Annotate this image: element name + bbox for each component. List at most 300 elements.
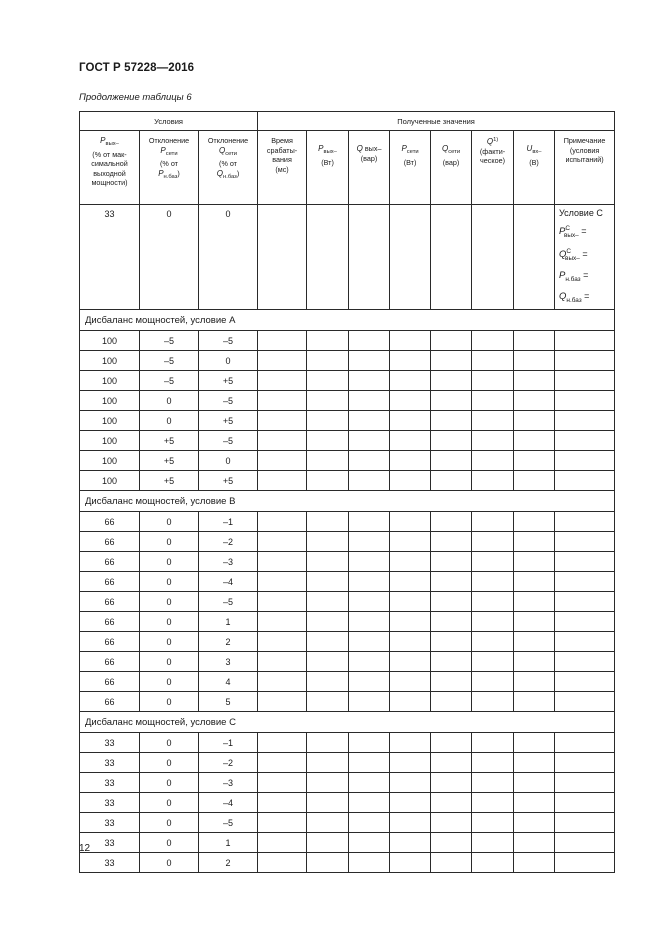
cell-empty	[472, 632, 514, 652]
cell-empty	[555, 572, 615, 592]
cell-empty	[390, 853, 431, 873]
cell-empty	[349, 773, 390, 793]
cell-dev-p: 0	[140, 672, 199, 692]
cell-empty	[390, 793, 431, 813]
cell-p-out: 66	[80, 632, 140, 652]
table-row	[80, 853, 615, 873]
cell-dev-q: –1	[199, 512, 258, 532]
cell-empty	[307, 632, 349, 652]
cell-empty	[555, 431, 615, 451]
cell-p-out: 33	[80, 813, 140, 833]
table-row	[80, 592, 615, 612]
cell-empty	[307, 592, 349, 612]
table-row	[80, 351, 615, 371]
cell-empty	[431, 853, 472, 873]
cell-dev-p: 0	[140, 733, 199, 753]
cell-dev-p: 0	[140, 793, 199, 813]
cell-dev-p: 0	[140, 612, 199, 632]
cell-empty	[431, 793, 472, 813]
cell-empty	[349, 411, 390, 431]
cell-empty	[349, 351, 390, 371]
cell-dev-p: 0	[140, 833, 199, 853]
cell-empty	[514, 572, 555, 592]
cell-dev-q: –5	[199, 391, 258, 411]
cell-empty	[472, 853, 514, 873]
cell-p-out: 66	[80, 572, 140, 592]
cell-empty	[555, 672, 615, 692]
cell-empty	[514, 431, 555, 451]
cell-dev-p: 0	[140, 411, 199, 431]
cell-empty	[258, 451, 307, 471]
cell-p-out: 33	[80, 753, 140, 773]
cell-empty	[349, 552, 390, 572]
cell-empty	[307, 733, 349, 753]
cell-empty	[349, 692, 390, 712]
note-line-p-base: $P_{н.баз}$ =	[559, 270, 589, 283]
cell-empty	[514, 612, 555, 632]
cell-empty	[258, 692, 307, 712]
cell-empty	[472, 672, 514, 692]
cell-empty	[258, 853, 307, 873]
section-title: Дисбаланс мощностей, условие А	[80, 310, 615, 331]
cell-empty	[514, 512, 555, 532]
cell-empty	[258, 471, 307, 491]
cell-empty	[390, 733, 431, 753]
col-header-q-grid-var: $Q_{сети}$ (вар)	[431, 131, 472, 205]
cell-empty	[349, 853, 390, 873]
cell-empty	[258, 733, 307, 753]
cell-dev-p: –5	[140, 371, 199, 391]
cell-empty	[307, 371, 349, 391]
cell-empty	[514, 351, 555, 371]
cell-dev-p: +5	[140, 471, 199, 491]
cell-empty	[472, 471, 514, 491]
table-row	[80, 471, 615, 491]
cell-empty	[555, 813, 615, 833]
cell-dev-q: 5	[199, 692, 258, 712]
cell-empty	[390, 331, 431, 351]
cell-empty	[349, 331, 390, 351]
cell-empty	[514, 552, 555, 572]
cell-dev-q: –2	[199, 532, 258, 552]
cell-empty	[307, 471, 349, 491]
cell-empty	[555, 512, 615, 532]
cell-empty	[349, 833, 390, 853]
cell-empty	[472, 592, 514, 612]
cell-dev-p: 0	[140, 692, 199, 712]
cell-dev-q: –3	[199, 552, 258, 572]
cell-empty	[258, 411, 307, 431]
cell-empty	[349, 371, 390, 391]
cell-empty	[349, 753, 390, 773]
cell-empty	[555, 612, 615, 632]
cell-empty	[390, 371, 431, 391]
col-header-p-grid-w: $P_{сети}$ (Вт)	[390, 131, 431, 205]
cell-empty	[555, 632, 615, 652]
cell-empty	[307, 853, 349, 873]
cell-empty	[555, 371, 615, 391]
cell-empty	[555, 773, 615, 793]
cell-dev-q: 2	[199, 632, 258, 652]
note-line-p-out-c: $P^C_{вых-}$ =	[559, 225, 587, 239]
cell-empty	[472, 451, 514, 471]
cell-empty	[555, 391, 615, 411]
cell-dev-q: –2	[199, 753, 258, 773]
cell-empty	[349, 532, 390, 552]
cell-empty	[472, 552, 514, 572]
cell-p-out: 66	[80, 652, 140, 672]
cell-empty	[472, 351, 514, 371]
table-row	[80, 793, 615, 813]
table-row	[80, 833, 615, 853]
cell-empty	[431, 672, 472, 692]
cell-empty	[307, 753, 349, 773]
cell-dev-q: –5	[199, 431, 258, 451]
cell-empty	[472, 331, 514, 351]
test-results-table	[79, 111, 615, 873]
cell-empty	[258, 532, 307, 552]
cell-empty	[307, 692, 349, 712]
cell-empty	[258, 205, 307, 310]
cell-dev-p: +5	[140, 431, 199, 451]
cell-dev-p: 0	[140, 592, 199, 612]
section-title-row	[80, 712, 615, 733]
cell-empty	[514, 451, 555, 471]
cell-empty	[472, 532, 514, 552]
cell-empty	[390, 431, 431, 451]
cell-empty	[307, 813, 349, 833]
cell-empty	[472, 411, 514, 431]
cell-empty	[390, 692, 431, 712]
cell-p-out: 100	[80, 431, 140, 451]
cell-empty	[307, 773, 349, 793]
note-line-q-base: $Q_{н.баз}$ =	[559, 291, 590, 304]
cell-dev-q: –4	[199, 572, 258, 592]
cell-empty	[431, 532, 472, 552]
cell-empty	[472, 813, 514, 833]
note-title: Условие C	[559, 208, 603, 218]
cell-empty	[472, 512, 514, 532]
col-header-p-out-w: $P_{вых-}$ (Вт)	[307, 131, 349, 205]
cell-dev-p: 0	[140, 652, 199, 672]
col-header-dev-p-grid: Отклонение $P_{сети}$ (% от $P_{н.баз}$)	[140, 131, 199, 205]
cell-empty	[431, 773, 472, 793]
cell-empty	[307, 431, 349, 451]
table-row-condition-c-params	[80, 205, 615, 310]
cell-p-out: 33	[80, 833, 140, 853]
cell-empty	[514, 411, 555, 431]
cell-empty	[307, 833, 349, 853]
cell-empty	[514, 813, 555, 833]
cell-empty	[349, 592, 390, 612]
cell-empty	[555, 411, 615, 431]
cell-p-out: 100	[80, 411, 140, 431]
cell-empty	[431, 733, 472, 753]
cell-empty	[258, 371, 307, 391]
cell-empty	[258, 753, 307, 773]
cell-empty	[555, 652, 615, 672]
cell-empty	[349, 451, 390, 471]
cell-empty	[514, 733, 555, 753]
cell-empty	[258, 793, 307, 813]
cell-empty	[349, 813, 390, 833]
table-continuation-caption: Продолжение таблицы 6	[79, 92, 192, 103]
table-row	[80, 552, 615, 572]
cell-empty	[349, 672, 390, 692]
cell-p-out: 100	[80, 471, 140, 491]
cell-empty	[431, 371, 472, 391]
cell-empty	[431, 612, 472, 632]
cell-empty	[258, 572, 307, 592]
cell-p-out: 66	[80, 672, 140, 692]
cell-empty	[390, 512, 431, 532]
cell-empty	[431, 331, 472, 351]
cell-dev-q: +5	[199, 411, 258, 431]
cell-empty	[258, 592, 307, 612]
cell-empty	[349, 431, 390, 451]
cell-empty	[431, 471, 472, 491]
cell-empty	[258, 391, 307, 411]
cell-empty	[514, 532, 555, 552]
cell-p-out: 33	[80, 205, 140, 310]
table-row	[80, 773, 615, 793]
table-row	[80, 733, 615, 753]
cell-empty	[431, 351, 472, 371]
cell-dev-p: 0	[140, 552, 199, 572]
cell-empty	[431, 652, 472, 672]
cell-empty	[514, 692, 555, 712]
table-row	[80, 371, 615, 391]
cell-dev-q: 4	[199, 672, 258, 692]
cell-empty	[390, 753, 431, 773]
cell-empty	[349, 793, 390, 813]
cell-empty	[307, 793, 349, 813]
cell-empty	[307, 572, 349, 592]
cell-empty	[258, 431, 307, 451]
cell-empty	[472, 431, 514, 451]
cell-empty	[390, 632, 431, 652]
cell-empty	[514, 773, 555, 793]
cell-p-out: 66	[80, 692, 140, 712]
cell-dev-p: 0	[140, 205, 199, 310]
cell-empty	[472, 612, 514, 632]
table-row	[80, 753, 615, 773]
cell-empty	[514, 471, 555, 491]
cell-empty	[472, 371, 514, 391]
cell-dev-p: –5	[140, 351, 199, 371]
cell-empty	[258, 833, 307, 853]
table-row	[80, 632, 615, 652]
cell-dev-q: +5	[199, 371, 258, 391]
cell-empty	[258, 331, 307, 351]
cell-empty	[307, 451, 349, 471]
cell-dev-p: 0	[140, 391, 199, 411]
cell-empty	[307, 351, 349, 371]
cell-note-condition-c	[555, 205, 615, 310]
cell-empty	[472, 652, 514, 672]
section-title-row	[80, 310, 615, 331]
col-header-dev-q-grid: Отклонение $Q_{сети}$ (% от $Q_{н.баз}$)	[199, 131, 258, 205]
cell-empty	[555, 753, 615, 773]
cell-empty	[555, 351, 615, 371]
cell-dev-p: 0	[140, 853, 199, 873]
cell-p-out: 100	[80, 371, 140, 391]
cell-empty	[307, 391, 349, 411]
cell-empty	[431, 692, 472, 712]
cell-p-out: 100	[80, 451, 140, 471]
col-header-u-in: $U_{вх-}$ (В)	[514, 131, 555, 205]
cell-empty	[514, 672, 555, 692]
cell-empty	[514, 592, 555, 612]
cell-empty	[258, 652, 307, 672]
cell-empty	[472, 773, 514, 793]
cell-empty	[390, 652, 431, 672]
cell-empty	[431, 451, 472, 471]
cell-empty	[555, 733, 615, 753]
cell-empty	[555, 833, 615, 853]
cell-empty	[514, 793, 555, 813]
cell-empty	[390, 552, 431, 572]
cell-empty	[514, 205, 555, 310]
cell-dev-q: –5	[199, 592, 258, 612]
cell-empty	[390, 391, 431, 411]
cell-empty	[514, 853, 555, 873]
group-header-results: Полученные значения	[258, 112, 615, 131]
cell-empty	[349, 733, 390, 753]
cell-dev-p: –5	[140, 331, 199, 351]
cell-dev-q: 0	[199, 205, 258, 310]
table-row	[80, 331, 615, 351]
cell-empty	[431, 411, 472, 431]
cell-p-out: 100	[80, 351, 140, 371]
cell-empty	[555, 532, 615, 552]
cell-dev-q: –5	[199, 813, 258, 833]
cell-empty	[390, 451, 431, 471]
cell-empty	[390, 411, 431, 431]
cell-empty	[307, 672, 349, 692]
cell-empty	[307, 612, 349, 632]
cell-empty	[307, 532, 349, 552]
cell-empty	[390, 813, 431, 833]
cell-empty	[431, 205, 472, 310]
cell-dev-p: 0	[140, 572, 199, 592]
group-header-conditions: Условия	[80, 112, 258, 131]
cell-empty	[349, 512, 390, 532]
cell-dev-p: 0	[140, 632, 199, 652]
cell-empty	[431, 813, 472, 833]
cell-empty	[431, 512, 472, 532]
cell-empty	[307, 552, 349, 572]
cell-empty	[258, 612, 307, 632]
cell-empty	[258, 351, 307, 371]
cell-empty	[514, 833, 555, 853]
cell-empty	[431, 431, 472, 451]
table-row	[80, 692, 615, 712]
cell-empty	[349, 471, 390, 491]
cell-empty	[431, 572, 472, 592]
cell-empty	[431, 391, 472, 411]
cell-empty	[472, 733, 514, 753]
cell-dev-q: 3	[199, 652, 258, 672]
cell-empty	[555, 793, 615, 813]
cell-p-out: 66	[80, 552, 140, 572]
cell-empty	[514, 391, 555, 411]
cell-dev-p: 0	[140, 512, 199, 532]
cell-empty	[514, 632, 555, 652]
cell-dev-q: 1	[199, 612, 258, 632]
cell-p-out: 33	[80, 773, 140, 793]
cell-empty	[258, 773, 307, 793]
cell-empty	[555, 471, 615, 491]
cell-empty	[472, 205, 514, 310]
cell-empty	[472, 833, 514, 853]
cell-empty	[349, 572, 390, 592]
cell-p-out: 33	[80, 853, 140, 873]
cell-dev-p: 0	[140, 753, 199, 773]
col-header-response-time: Время срабаты- вания (мс)	[258, 131, 307, 205]
cell-dev-q: 0	[199, 451, 258, 471]
cell-dev-q: +5	[199, 471, 258, 491]
cell-empty	[349, 632, 390, 652]
cell-empty	[472, 793, 514, 813]
section-title-row	[80, 491, 615, 512]
cell-p-out: 66	[80, 512, 140, 532]
cell-empty	[390, 672, 431, 692]
col-header-q-actual: $Q^{1)}$ (факти- ческое)	[472, 131, 514, 205]
cell-dev-q: –5	[199, 331, 258, 351]
cell-empty	[390, 773, 431, 793]
col-header-q-out-var: Q вых– (вар)	[349, 131, 390, 205]
cell-empty	[258, 672, 307, 692]
cell-dev-q: 2	[199, 853, 258, 873]
cell-dev-q: 0	[199, 351, 258, 371]
cell-empty	[349, 205, 390, 310]
cell-empty	[514, 753, 555, 773]
table-row	[80, 391, 615, 411]
cell-empty	[390, 572, 431, 592]
table-row	[80, 813, 615, 833]
cell-empty	[349, 652, 390, 672]
table-row	[80, 672, 615, 692]
cell-empty	[555, 552, 615, 572]
cell-dev-p: 0	[140, 773, 199, 793]
cell-empty	[390, 532, 431, 552]
cell-empty	[472, 391, 514, 411]
cell-empty	[390, 205, 431, 310]
cell-p-out: 100	[80, 331, 140, 351]
cell-p-out: 66	[80, 612, 140, 632]
table-row	[80, 532, 615, 552]
cell-empty	[472, 753, 514, 773]
table-row	[80, 652, 615, 672]
cell-dev-q: –4	[199, 793, 258, 813]
table-row	[80, 411, 615, 431]
cell-empty	[307, 652, 349, 672]
table-row	[80, 512, 615, 532]
cell-p-out: 66	[80, 532, 140, 552]
cell-empty	[431, 833, 472, 853]
cell-p-out: 66	[80, 592, 140, 612]
cell-empty	[514, 331, 555, 351]
cell-empty	[555, 853, 615, 873]
cell-empty	[307, 205, 349, 310]
cell-empty	[390, 351, 431, 371]
cell-dev-q: –3	[199, 773, 258, 793]
table-row	[80, 572, 615, 592]
section-title: Дисбаланс мощностей, условие С	[80, 712, 615, 733]
cell-empty	[258, 512, 307, 532]
cell-empty	[390, 612, 431, 632]
